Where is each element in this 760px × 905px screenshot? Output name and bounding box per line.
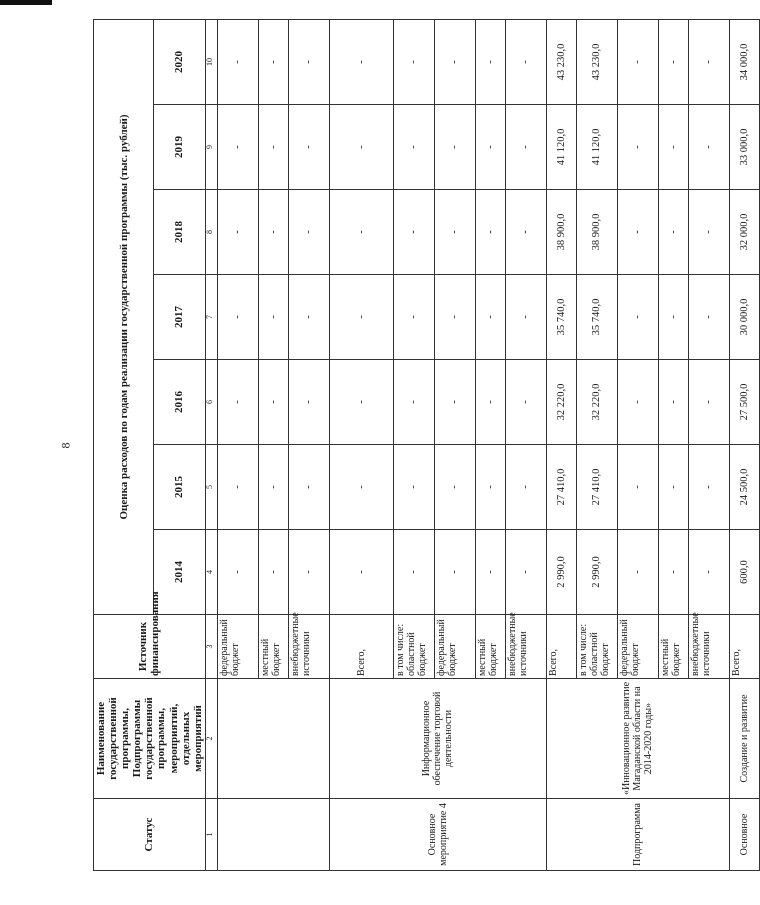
table-row <box>546 20 576 871</box>
value-cell: - <box>617 190 658 275</box>
source-cell: внебюджетные источники <box>288 615 329 679</box>
source-cell: Всего, <box>729 615 759 679</box>
value-cell: - <box>688 530 729 615</box>
value-cell: - <box>288 105 329 190</box>
value-cell: - <box>434 190 475 275</box>
value-cell: - <box>617 105 658 190</box>
col-index: 9 <box>205 105 217 190</box>
status-cell: Основное <box>729 799 759 871</box>
value-cell: 27 500,0 <box>729 360 759 445</box>
value-cell: - <box>288 20 329 105</box>
source-cell: Всего, <box>329 615 393 679</box>
value-cell: - <box>258 275 288 360</box>
value-cell: - <box>329 190 393 275</box>
value-cell: 600,0 <box>729 530 759 615</box>
value-cell: - <box>505 190 546 275</box>
name-cell: «Инновационное развитие Магаданской области на 2014-2020 годы» <box>546 679 729 799</box>
value-cell: - <box>475 20 505 105</box>
source-cell: в том числе: областной бюджет <box>576 615 617 679</box>
value-cell: 32 220,0 <box>546 360 576 445</box>
col-index: 2 <box>205 679 217 799</box>
source-cell: внебюджетные источники <box>505 615 546 679</box>
value-cell: - <box>434 445 475 530</box>
header-estimate: Оценка расходов по годам реализации государственной программы (тыс. рублей) <box>94 20 154 615</box>
value-cell: - <box>217 275 258 360</box>
value-cell: 30 000,0 <box>729 275 759 360</box>
value-cell: 34 000,0 <box>729 20 759 105</box>
value-cell: - <box>434 20 475 105</box>
value-cell: - <box>658 530 688 615</box>
source-cell: местный бюджет <box>475 615 505 679</box>
header-status: Статус <box>94 799 206 871</box>
value-cell: - <box>288 445 329 530</box>
value-cell: - <box>505 530 546 615</box>
financing-table <box>93 19 760 871</box>
value-cell: - <box>688 360 729 445</box>
header-year: 2019 <box>154 105 206 190</box>
source-cell: местный бюджет <box>658 615 688 679</box>
value-cell: - <box>258 105 288 190</box>
value-cell: - <box>393 360 434 445</box>
header-year: 2014 <box>154 530 206 615</box>
source-cell: федеральный бюджет <box>434 615 475 679</box>
value-cell: - <box>505 360 546 445</box>
value-cell: 32 220,0 <box>576 360 617 445</box>
value-cell: 35 740,0 <box>546 275 576 360</box>
value-cell: - <box>505 20 546 105</box>
value-cell: - <box>475 445 505 530</box>
value-cell: - <box>258 360 288 445</box>
value-cell: - <box>658 275 688 360</box>
value-cell: - <box>217 530 258 615</box>
value-cell: - <box>475 190 505 275</box>
value-cell: 24 500,0 <box>729 445 759 530</box>
table-row <box>217 20 258 871</box>
value-cell: - <box>617 275 658 360</box>
value-cell: - <box>505 275 546 360</box>
value-cell: - <box>288 190 329 275</box>
value-cell: - <box>393 20 434 105</box>
value-cell: - <box>329 360 393 445</box>
value-cell: - <box>393 105 434 190</box>
value-cell: - <box>505 445 546 530</box>
value-cell: - <box>258 20 288 105</box>
value-cell: 43 230,0 <box>576 20 617 105</box>
value-cell: - <box>475 105 505 190</box>
value-cell: 41 120,0 <box>546 105 576 190</box>
col-index: 5 <box>205 445 217 530</box>
value-cell: 35 740,0 <box>576 275 617 360</box>
value-cell: - <box>217 20 258 105</box>
value-cell: - <box>688 105 729 190</box>
value-cell: - <box>217 445 258 530</box>
table-row <box>729 20 759 871</box>
header-year: 2018 <box>154 190 206 275</box>
value-cell: 27 410,0 <box>576 445 617 530</box>
value-cell: - <box>475 275 505 360</box>
name-cell-empty <box>217 679 329 799</box>
value-cell: - <box>329 275 393 360</box>
value-cell: - <box>617 360 658 445</box>
header-year: 2020 <box>154 20 206 105</box>
col-index: 3 <box>205 615 217 679</box>
header-year: 2017 <box>154 275 206 360</box>
value-cell: - <box>658 445 688 530</box>
header-row-1 <box>94 20 154 871</box>
value-cell: - <box>258 530 288 615</box>
value-cell: - <box>658 190 688 275</box>
value-cell: - <box>288 275 329 360</box>
column-index-row <box>205 20 217 871</box>
value-cell: - <box>617 530 658 615</box>
value-cell: 33 000,0 <box>729 105 759 190</box>
value-cell: - <box>217 360 258 445</box>
value-cell: - <box>393 445 434 530</box>
value-cell: - <box>329 445 393 530</box>
value-cell: - <box>434 275 475 360</box>
source-cell: Всего, <box>546 615 576 679</box>
col-index: 8 <box>205 190 217 275</box>
name-cell: Создание и развитие <box>729 679 759 799</box>
value-cell: 2 990,0 <box>576 530 617 615</box>
value-cell: 43 230,0 <box>546 20 576 105</box>
value-cell: - <box>329 20 393 105</box>
page-number: 8 <box>58 442 73 449</box>
value-cell: - <box>475 530 505 615</box>
rotated-table-container <box>93 19 750 871</box>
value-cell: - <box>258 190 288 275</box>
value-cell: - <box>217 105 258 190</box>
name-cell: Информационное обеспечение торговой деятельности <box>329 679 546 799</box>
source-cell: федеральный бюджет <box>217 615 258 679</box>
value-cell: 38 900,0 <box>576 190 617 275</box>
value-cell: - <box>505 105 546 190</box>
value-cell: - <box>393 530 434 615</box>
value-cell: - <box>688 275 729 360</box>
source-cell: федеральный бюджет <box>617 615 658 679</box>
value-cell: 32 000,0 <box>729 190 759 275</box>
header-name: Наименование государственной программы, Подпрограммы государственной программы, мероприятий, отдельных мероприятий <box>94 679 206 799</box>
col-index: 7 <box>205 275 217 360</box>
value-cell: - <box>617 445 658 530</box>
value-cell: 27 410,0 <box>546 445 576 530</box>
table-frame <box>93 19 750 871</box>
value-cell: - <box>688 445 729 530</box>
status-cell-empty <box>217 799 329 871</box>
value-cell: - <box>329 530 393 615</box>
source-cell: местный бюджет <box>258 615 288 679</box>
value-cell: - <box>288 360 329 445</box>
col-index: 1 <box>205 799 217 871</box>
value-cell: - <box>329 105 393 190</box>
value-cell: - <box>658 105 688 190</box>
value-cell: - <box>617 20 658 105</box>
value-cell: - <box>475 360 505 445</box>
header-year: 2016 <box>154 360 206 445</box>
col-index: 6 <box>205 360 217 445</box>
value-cell: 38 900,0 <box>546 190 576 275</box>
source-cell: в том числе: областной бюджет <box>393 615 434 679</box>
source-cell: внебюджетные источники <box>688 615 729 679</box>
value-cell: - <box>393 190 434 275</box>
status-cell: Основное мероприятие 4 <box>329 799 546 871</box>
scan-edge-mark <box>0 0 52 5</box>
status-cell: Подпрограмма <box>546 799 729 871</box>
value-cell: - <box>658 20 688 105</box>
value-cell: - <box>688 190 729 275</box>
value-cell: - <box>258 445 288 530</box>
value-cell: - <box>434 530 475 615</box>
col-index: 10 <box>205 20 217 105</box>
value-cell: - <box>434 360 475 445</box>
value-cell: - <box>434 105 475 190</box>
value-cell: 41 120,0 <box>576 105 617 190</box>
table-row <box>329 20 393 871</box>
header-year: 2015 <box>154 445 206 530</box>
value-cell: - <box>393 275 434 360</box>
value-cell: 2 990,0 <box>546 530 576 615</box>
header-source: Источник финансирования <box>94 615 206 679</box>
value-cell: - <box>288 530 329 615</box>
value-cell: - <box>688 20 729 105</box>
col-index: 4 <box>205 530 217 615</box>
value-cell: - <box>217 190 258 275</box>
value-cell: - <box>658 360 688 445</box>
